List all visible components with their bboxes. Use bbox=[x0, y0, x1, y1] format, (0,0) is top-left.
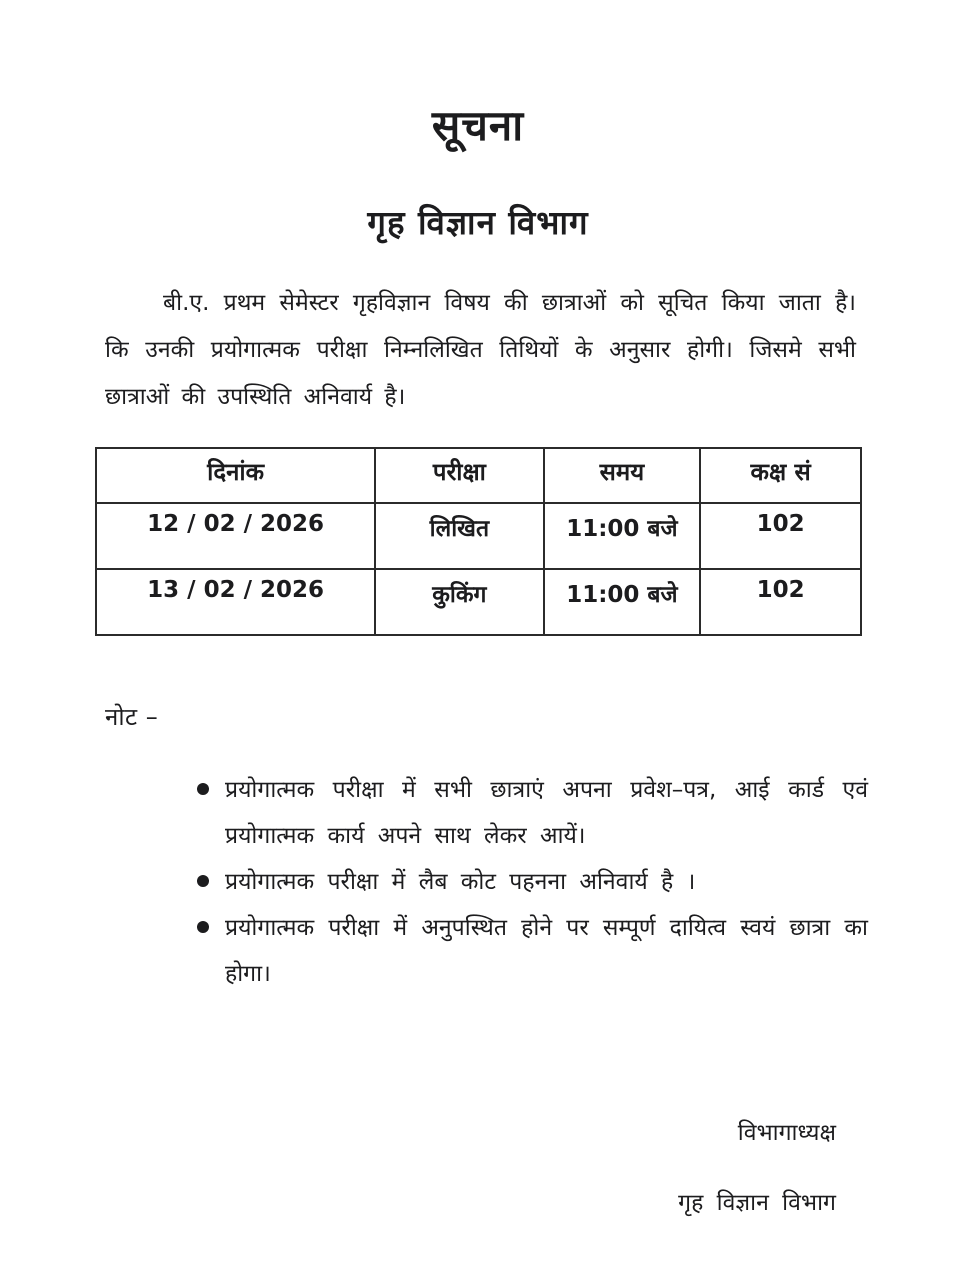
cell-date: 13 / 02 / 2026 bbox=[96, 569, 375, 635]
bullet-text: प्रयोगात्मक परीक्षा में सभी छात्राएं अपना प्रवेश–पत्र, आई कार्ड एवं प्रयोगात्मक कार्य अपने साथ लेकर आयें। bbox=[225, 777, 868, 849]
list-item bbox=[195, 767, 868, 859]
exam-schedule-table bbox=[95, 447, 862, 636]
signature-department: गृह विज्ञान विभाग bbox=[678, 1190, 836, 1216]
cell-exam: कुकिंग bbox=[375, 569, 543, 635]
list-item bbox=[195, 905, 868, 997]
table-row bbox=[96, 503, 861, 569]
cell-room: 102 bbox=[700, 569, 861, 635]
cell-time: 11:00 बजे bbox=[544, 503, 701, 569]
note-label: नोट – bbox=[105, 703, 159, 731]
note-bullet-list bbox=[195, 767, 868, 997]
cell-time: 11:00 बजे bbox=[544, 569, 701, 635]
table-row bbox=[96, 569, 861, 635]
bullet-text: प्रयोगात्मक परीक्षा में लैब कोट पहनना अनिवार्य है । bbox=[225, 869, 696, 895]
department-subtitle: गृह विज्ञान विभाग bbox=[367, 203, 589, 242]
table-header-row bbox=[96, 448, 861, 503]
intro-paragraph: बी.ए. प्रथम सेमेस्टर गृहविज्ञान विषय की छात्राओं को सूचित किया जाता है। कि उनकी प्रयोगात्मक परीक्षा निम्नलिखित तिथियों के अनुसार होगी। जिसमे सभी छात्राओं की उपस्थिति अनिवार्य है। bbox=[105, 290, 856, 410]
header-date: दिनांक bbox=[96, 448, 375, 503]
bullet-icon bbox=[197, 875, 209, 887]
bullet-icon bbox=[197, 921, 209, 933]
cell-room: 102 bbox=[700, 503, 861, 569]
header-exam: परीक्षा bbox=[375, 448, 543, 503]
bullet-icon bbox=[197, 783, 209, 795]
page-title: सूचना bbox=[431, 101, 525, 150]
signature-block bbox=[0, 1115, 956, 1217]
signature-designation: विभागाध्यक्ष bbox=[737, 1120, 836, 1146]
header-time: समय bbox=[544, 448, 701, 503]
bullet-text: प्रयोगात्मक परीक्षा में अनुपस्थित होने पर सम्पूर्ण दायित्व स्वयं छात्रा का होगा। bbox=[225, 915, 868, 987]
cell-exam: लिखित bbox=[375, 503, 543, 569]
exam-schedule-table-wrap bbox=[95, 447, 862, 636]
header-room: कक्ष सं bbox=[700, 448, 861, 503]
list-item bbox=[195, 859, 868, 905]
cell-date: 12 / 02 / 2026 bbox=[96, 503, 375, 569]
